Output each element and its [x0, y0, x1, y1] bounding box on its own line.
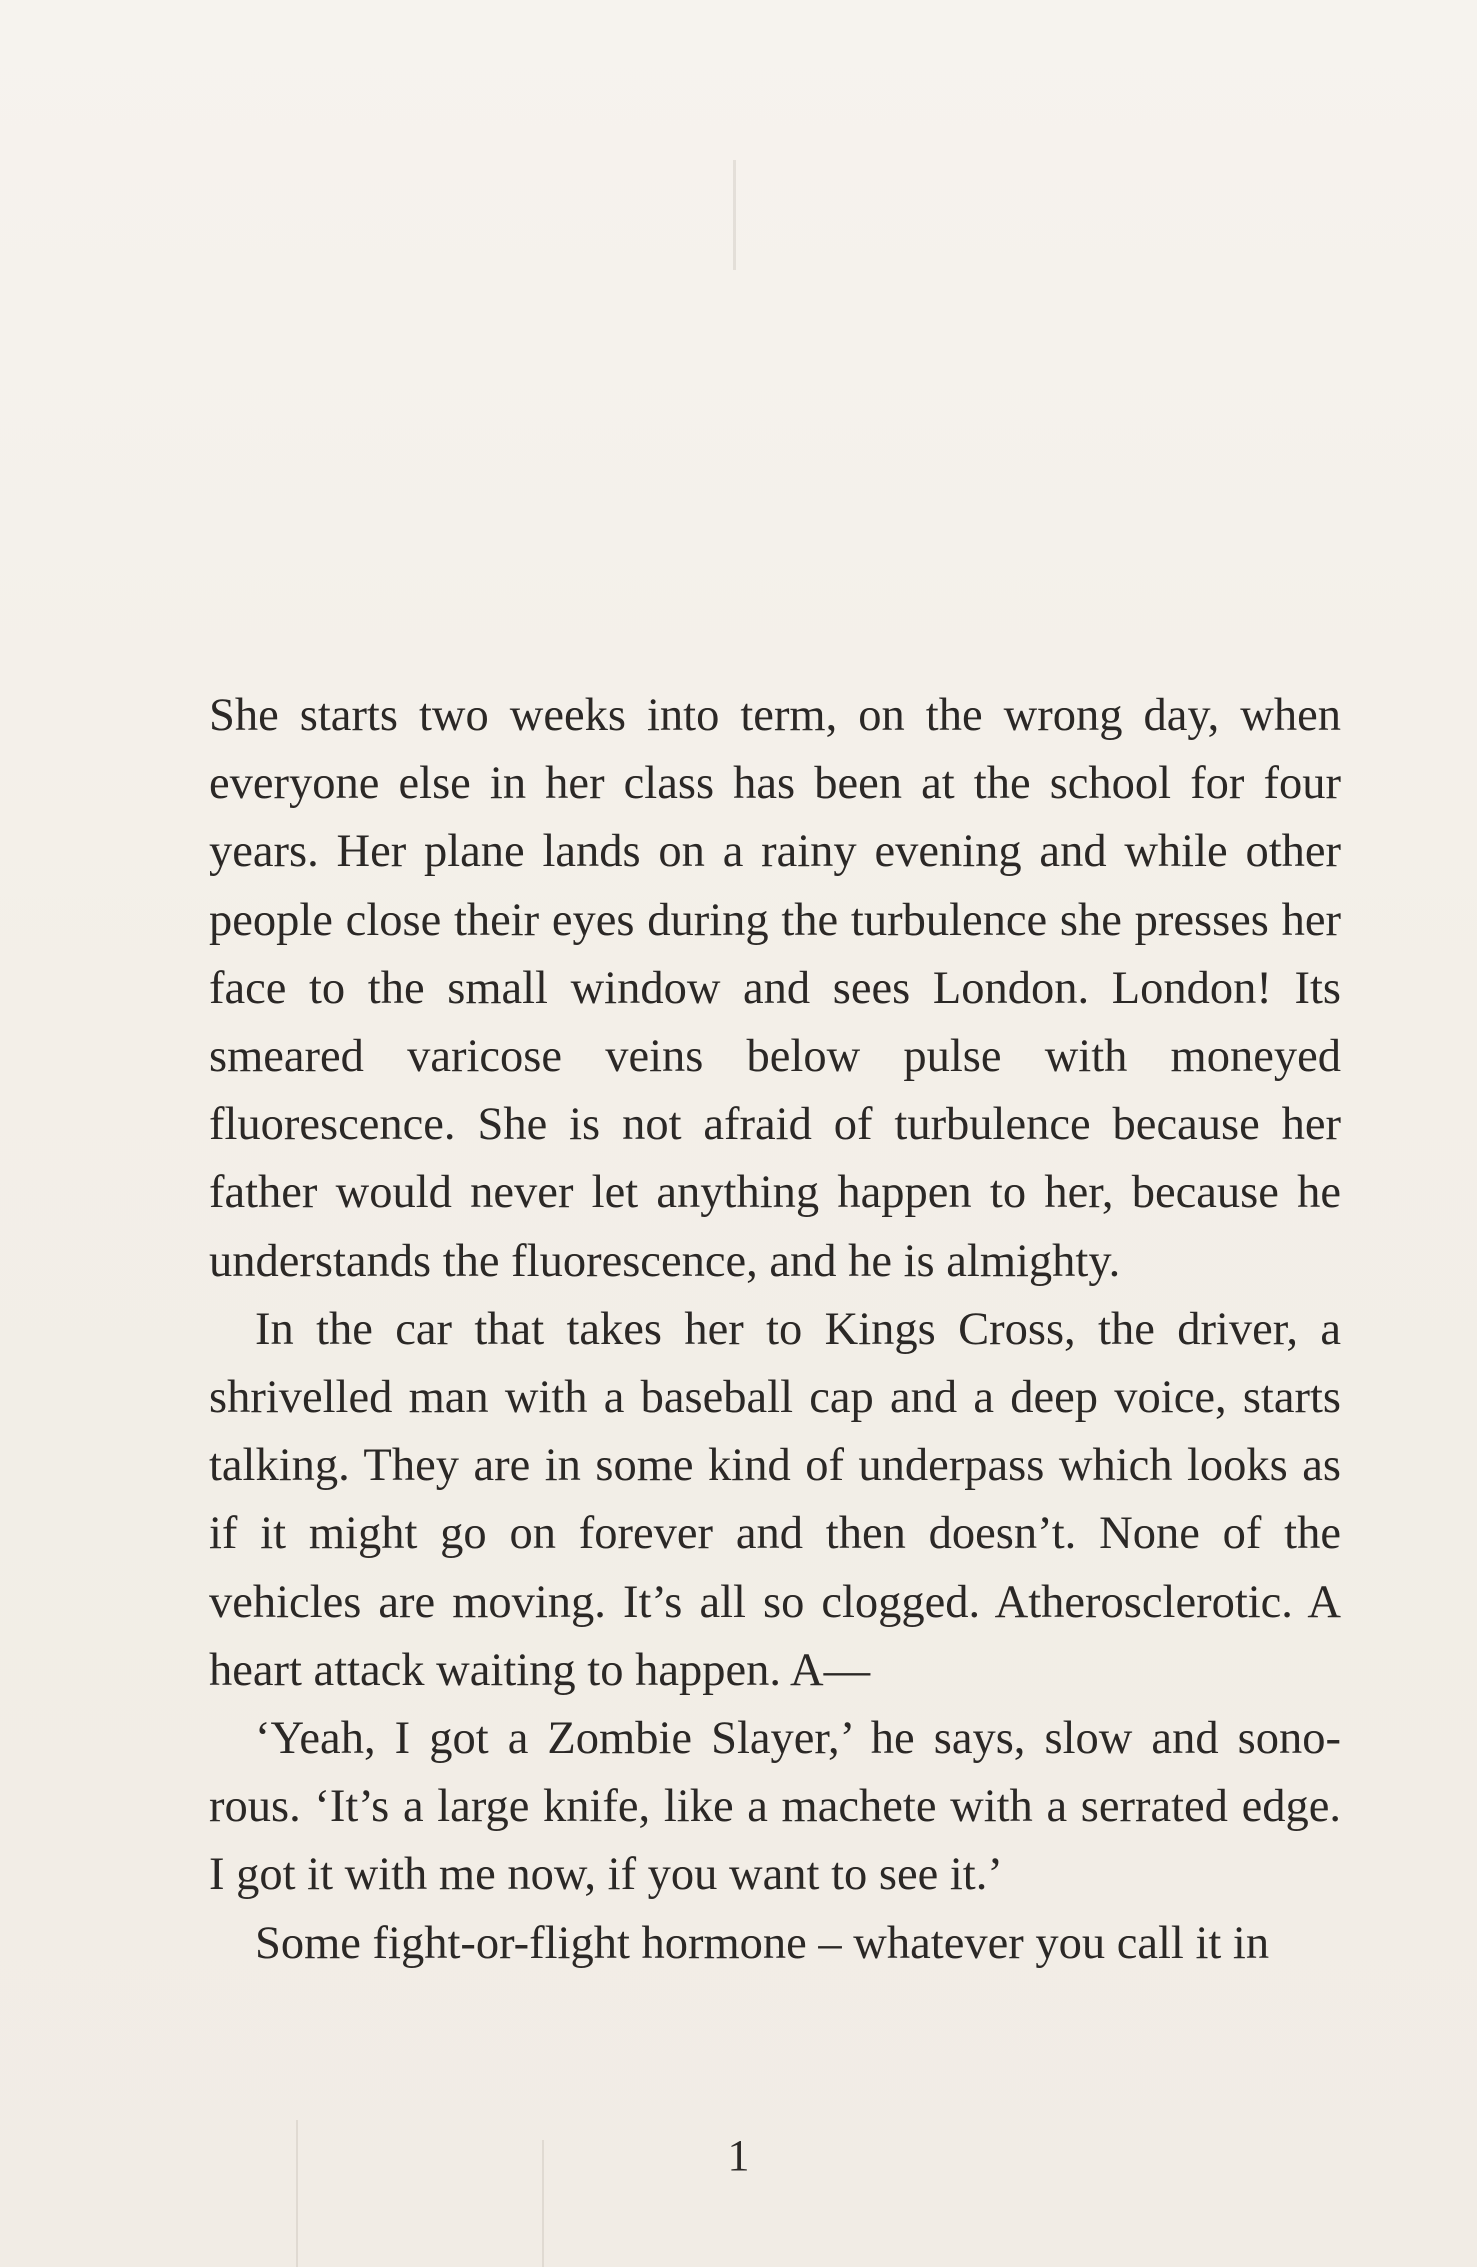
paragraph: In the car that takes her to Kings Cross, the driver, a shrivelled man with a baseball cap and a deep voice, starts talking. They are in some kind of underpass which looks as if it might go on forever and then doesn’t. None of the vehicles are moving. It’s all so clogged. Atherosclerotic. A heart attack waiting to happen. A—	[209, 1303, 1341, 1696]
paragraph: She starts two weeks into term, on the wrong day, when everyone else in her class has been at the school for four years. Her plane lands on a rainy evening and while other people close their eyes during the turbulence she presses her face to the small window and sees London. London! Its smeared varicose veins below pulse with moneyed fluorescence. She is not afraid of turbulence because her father would never let anything happen to her, because he understands the fluorescence, and he is almighty.	[209, 690, 1341, 1287]
scan-artifact-line	[733, 160, 736, 270]
page-number: 1	[727, 2131, 750, 2180]
paragraph: ‘Yeah, I got a Zombie Slayer,’ he says, slow and sonorous. ‘It’s a large knife, like a machete with a serrated edge. I got it with me now, if you want to see it.’	[209, 1713, 1341, 1901]
paragraph: Some fight-or-flight hormone – whatever you call it in	[255, 1917, 1270, 1969]
body-text	[209, 682, 1341, 1978]
